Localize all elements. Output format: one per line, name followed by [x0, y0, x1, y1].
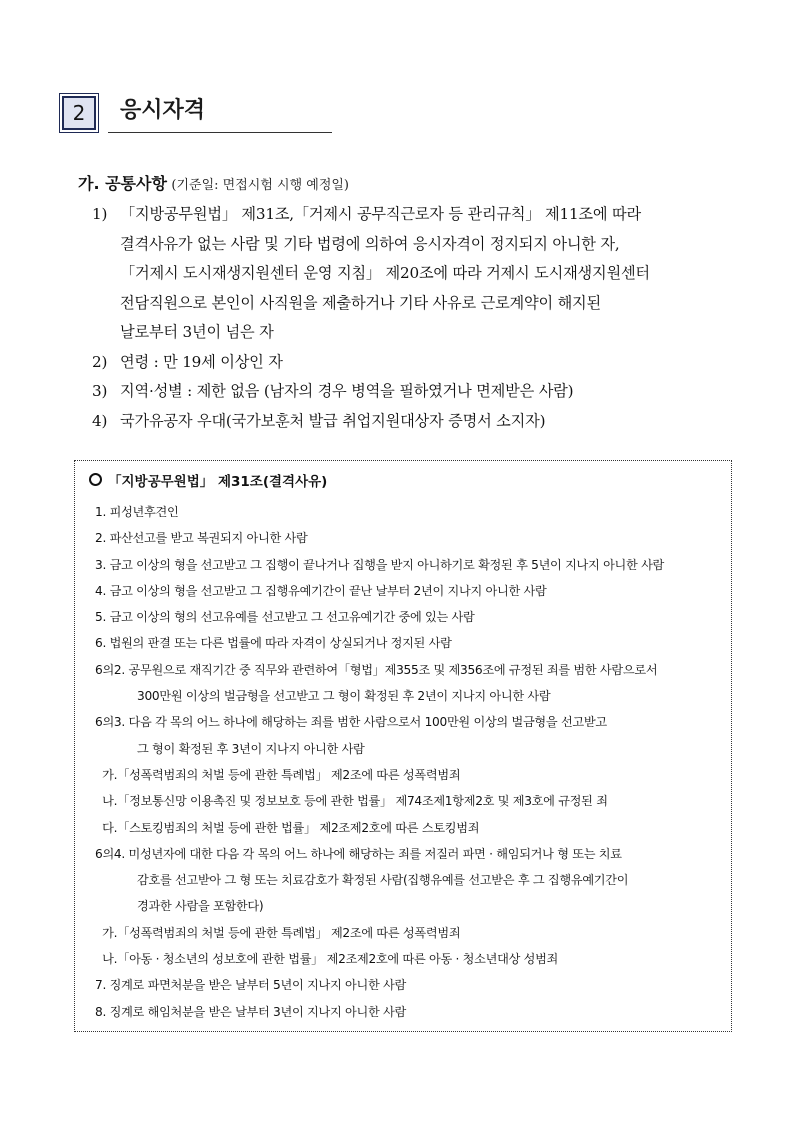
item-marker: 3) [92, 382, 108, 400]
line-marker: 다. [102, 820, 118, 835]
list-item-continuation [95, 893, 725, 919]
line-text: 금고 이상의 형의 선고유예를 선고받고 그 선고유예기간 중에 있는 사람 [109, 610, 475, 625]
line-marker: 6. [95, 636, 107, 651]
section-title: 응시자격 [120, 98, 206, 123]
list-item [95, 604, 725, 630]
list-subitem [95, 815, 725, 841]
line-text: 300만원 이상의 벌금형을 선고받고 그 형이 확정된 후 2년이 지나지 아니한 사람 [137, 689, 551, 704]
line-marker: 5. [95, 610, 107, 625]
section-header [62, 96, 332, 136]
list-item-continuation [95, 683, 725, 709]
line-marker: 6의4. [95, 846, 125, 861]
item-marker: 4) [92, 411, 108, 430]
disqualification-list [95, 499, 725, 1025]
line-text: 「정보통신망 이용촉진 및 정보보호 등에 관한 법률」 제74조제1항제2호 및 제3호에 규정된 죄 [117, 794, 608, 809]
line-text: 「아동 · 청소년의 성보호에 관한 법률」 제2조제2호에 따른 아동 · 청소년대상 성범죄 [117, 952, 559, 967]
line-marker: 1. [95, 505, 107, 519]
line-marker: 6의3. [95, 715, 125, 730]
line-text: 감호를 선고받아 그 형 또는 치료감호가 확정된 사람(집행유예를 선고받은 후 그 집행유예기간이 [137, 873, 629, 888]
subsection-heading [78, 172, 349, 198]
box-title-text: 「지방공무원법」 제31조(결격사유) [108, 474, 328, 490]
section-underline [108, 132, 332, 133]
list-item [95, 972, 725, 998]
list-item [92, 407, 742, 437]
item-line: 「지방공무원법」 제31조,「거제시 공무직근로자 등 관리규칙」 제11조에 따라 [120, 205, 641, 223]
line-text: 징계로 해임처분을 받은 날부터 3년이 지나지 아니한 사람 [109, 1004, 406, 1019]
list-item [95, 657, 725, 683]
line-text: 「성폭력범죄의 처벌 등에 관한 특례법」 제2조에 따른 성폭력범죄 [117, 767, 461, 782]
list-item [95, 630, 725, 656]
list-item [92, 348, 742, 378]
list-item-continuation [95, 736, 725, 762]
line-text: 금고 이상의 형을 선고받고 그 집행이 끝나거나 집행을 받지 아니하기로 확정된 후 5년이 지나지 아니한 사람 [109, 557, 665, 572]
box-title [89, 471, 327, 493]
line-marker: 가. [102, 767, 118, 782]
line-text: 법원의 판결 또는 다른 법률에 따라 자격이 상실되거나 정지된 사람 [109, 636, 452, 651]
line-text: 「스토킹범죄의 처벌 등에 관한 법률」 제2조제2호에 따른 스토킹범죄 [117, 820, 480, 835]
list-item [92, 200, 742, 348]
item-line: 날로부터 3년이 넘은 자 [120, 323, 274, 341]
circle-bullet-icon [89, 473, 102, 486]
list-subitem [95, 946, 725, 972]
subsection-title: 가. 공통사항 [78, 174, 167, 193]
line-text: 「성폭력범죄의 처벌 등에 관한 특례법」 제2조에 따른 성폭력범죄 [117, 925, 461, 940]
item-marker: 1) [92, 205, 108, 223]
line-text: 금고 이상의 형을 선고받고 그 집행유예기간이 끝난 날부터 2년이 지나지 아니한 사람 [109, 583, 547, 598]
list-item [95, 552, 725, 578]
subsection-note: (기준일: 면접시험 시행 예정일) [171, 178, 350, 193]
line-marker: 나. [102, 794, 118, 809]
line-marker: 6의2. [95, 662, 125, 677]
item-line: 결격사유가 없는 사람 및 기타 법령에 의하여 응시자격이 정지되지 아니한 자, [120, 234, 620, 253]
list-item [95, 499, 725, 525]
line-marker: 7. [95, 978, 107, 993]
item-line: 전담직원으로 본인이 사직원을 제출하거나 기타 사유로 근로계약이 해지된 [120, 293, 601, 312]
item-line: 연령 : 만 19세 이상인 자 [120, 352, 283, 371]
line-text: 경과한 사람을 포함한다) [137, 899, 264, 914]
line-text: 징계로 파면처분을 받은 날부터 5년이 지나지 아니한 사람 [109, 978, 406, 993]
item-line: 지역·성별 : 제한 없음 (남자의 경우 병역을 필하였거나 면제받은 사람) [120, 382, 574, 400]
section-number: 2 [62, 96, 96, 130]
disqualification-box [74, 460, 732, 1032]
line-text: 파산선고를 받고 복권되지 아니한 사람 [109, 531, 308, 546]
item-marker: 2) [92, 352, 108, 371]
list-subitem [95, 788, 725, 814]
list-item [95, 578, 725, 604]
list-item-continuation [95, 867, 725, 893]
list-item [95, 525, 725, 551]
line-text: 미성년자에 대한 다음 각 목의 어느 하나에 해당하는 죄를 저질러 파면 · 해임되거나 형 또는 치료 [128, 846, 622, 861]
list-item [95, 999, 725, 1025]
item-line: 「거제시 도시재생지원센터 운영 지침」 제20조에 따라 거제시 도시재생지원센터 [120, 264, 650, 282]
line-text: 피성년후견인 [109, 505, 179, 519]
line-marker: 3. [95, 557, 107, 572]
line-marker: 나. [102, 952, 118, 967]
line-marker: 2. [95, 531, 107, 546]
line-marker: 8. [95, 1004, 107, 1019]
line-text: 그 형이 확정된 후 3년이 지나지 아니한 사람 [137, 741, 365, 756]
line-marker: 가. [102, 925, 118, 940]
list-item [95, 841, 725, 867]
line-text: 공무원으로 재직기간 중 직무와 관련하여「형법」제355조 및 제356조에 규정된 죄를 범한 사람으로서 [128, 662, 658, 677]
list-item [92, 377, 742, 407]
list-subitem [95, 920, 725, 946]
list-item [95, 709, 725, 735]
line-text: 다음 각 목의 어느 하나에 해당하는 죄를 범한 사람으로서 100만원 이상의 벌금형을 선고받고 [128, 715, 607, 730]
list-subitem [95, 762, 725, 788]
line-marker: 4. [95, 583, 107, 598]
qualification-list [92, 200, 742, 436]
item-line: 국가유공자 우대(국가보훈처 발급 취업지원대상자 증명서 소지자) [120, 411, 546, 430]
